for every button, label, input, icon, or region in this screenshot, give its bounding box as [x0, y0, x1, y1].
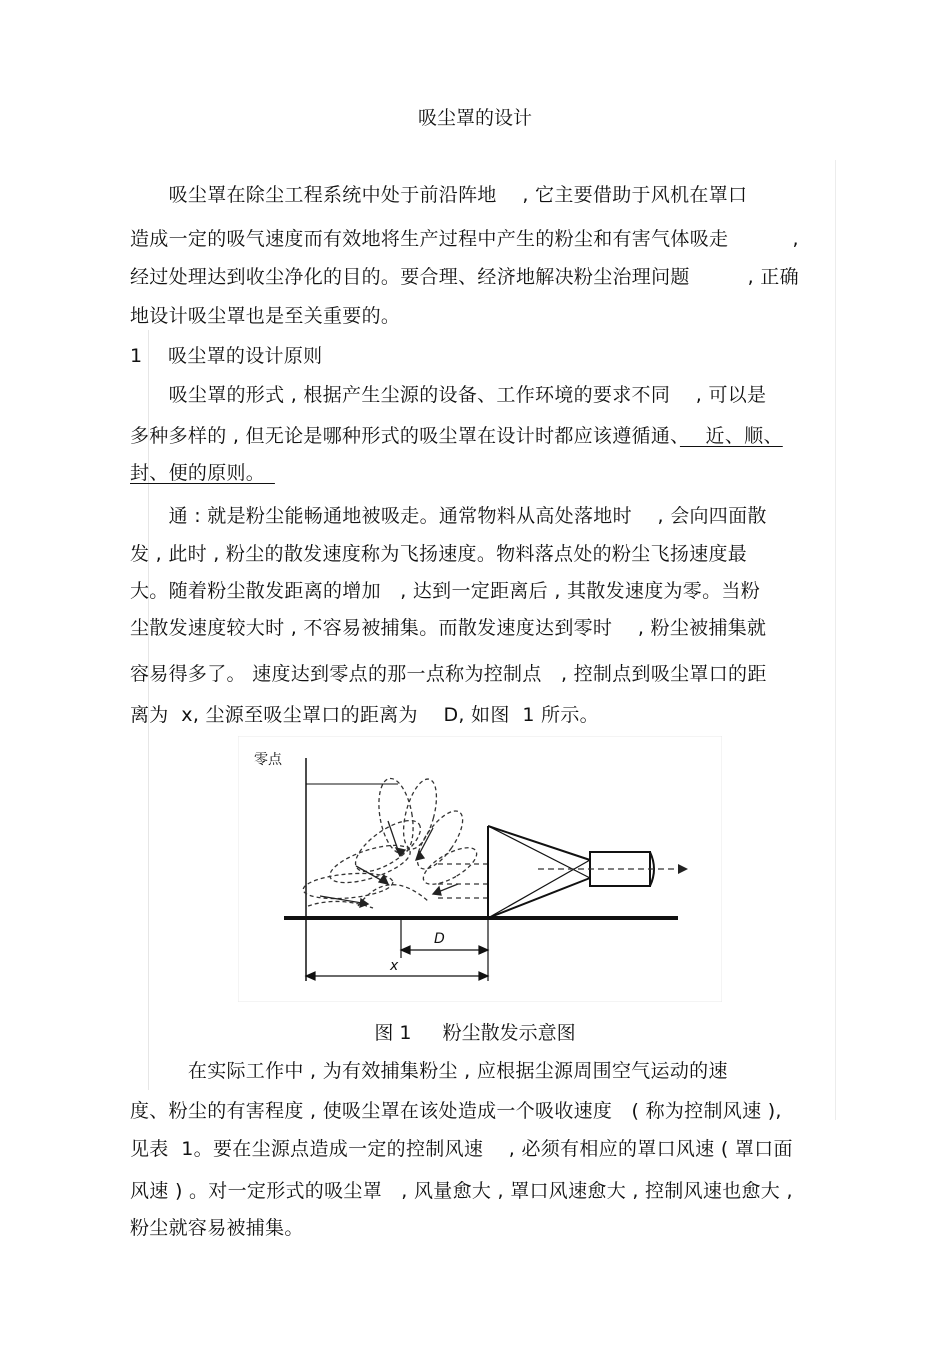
paragraph-line: 发 , 此时 , 粉尘的散发速度称为飞扬速度。物料落点处的粉尘飞扬速度最: [130, 543, 748, 565]
dimension-x-label: x: [390, 958, 399, 974]
underlined-text: 封、便的原则。: [130, 462, 275, 484]
figure-caption: 图 1 粉尘散发示意图: [374, 1022, 576, 1044]
underlined-text: 近、顺、: [679, 425, 783, 447]
paragraph-line: 度、粉尘的有害程度 , 使吸尘罩在该处造成一个吸收速度 ( 称为控制风速 ),: [130, 1100, 782, 1122]
dimension-D-label: D: [434, 931, 445, 947]
paragraph-line: 吸尘罩在除尘工程系统中处于前沿阵地 , 它主要借助于风机在罩口: [130, 184, 748, 206]
paragraph-line: 尘散发速度较大时 , 不容易被捕集。而散发速度达到零时 , 粉尘被捕集就: [130, 617, 767, 639]
section-heading: 1 吸尘罩的设计原则: [130, 345, 323, 367]
paragraph-line: 粉尘就容易被捕集。: [130, 1217, 304, 1239]
paragraph-line: 经过处理达到收尘净化的目的。要合理、经济地解决粉尘治理问题 , 正确: [130, 266, 799, 288]
paragraph-line: 风速 ) 。对一定形式的吸尘罩 , 风量愈大 , 罩口风速愈大 , 控制风速也愈大 ,: [130, 1180, 793, 1202]
paragraph-line: 在实际工作中 , 为有效捕集粉尘 , 应根据尘源周围空气运动的速: [130, 1060, 728, 1082]
paragraph-line: 大。随着粉尘散发距离的增加 , 达到一定距离后 , 其散发速度为零。当粉: [130, 580, 760, 602]
paragraph-line: 见表 1。要在尘源点造成一定的控制风速 , 必须有相应的罩口风速 ( 罩口面: [130, 1138, 793, 1160]
paragraph-line: 离为 x, 尘源至吸尘罩口的距离为 D, 如图 1 所示。: [130, 704, 599, 726]
paragraph-line: [130, 460, 275, 486]
paragraph-line: 容易得多了。 速度达到零点的那一点称为控制点 , 控制点到吸尘罩口的距: [130, 663, 767, 685]
zero-point-label: 零点: [254, 752, 282, 768]
page-margin-rule-right: [835, 160, 836, 1120]
dust-dispersion-figure: [238, 736, 722, 1002]
document-title: 吸尘罩的设计: [417, 107, 532, 129]
paragraph-line: 吸尘罩的形式 , 根据产生尘源的设备、工作环境的要求不同 , 可以是: [130, 384, 767, 406]
paragraph-line: 通 : 就是粉尘能畅通地被吸走。通常物料从高处落地时 , 会向四面散: [130, 505, 767, 527]
paragraph-line: 地设计吸尘罩也是至关重要的。: [130, 305, 401, 327]
paragraph-line: 造成一定的吸气速度而有效地将生产过程中产生的粉尘和有害气体吸走 ,: [130, 228, 799, 250]
paragraph-text: 多种多样的 , 但无论是哪种形式的吸尘罩在设计时都应该遵循通、: [130, 425, 680, 447]
paragraph-line: [130, 423, 783, 449]
